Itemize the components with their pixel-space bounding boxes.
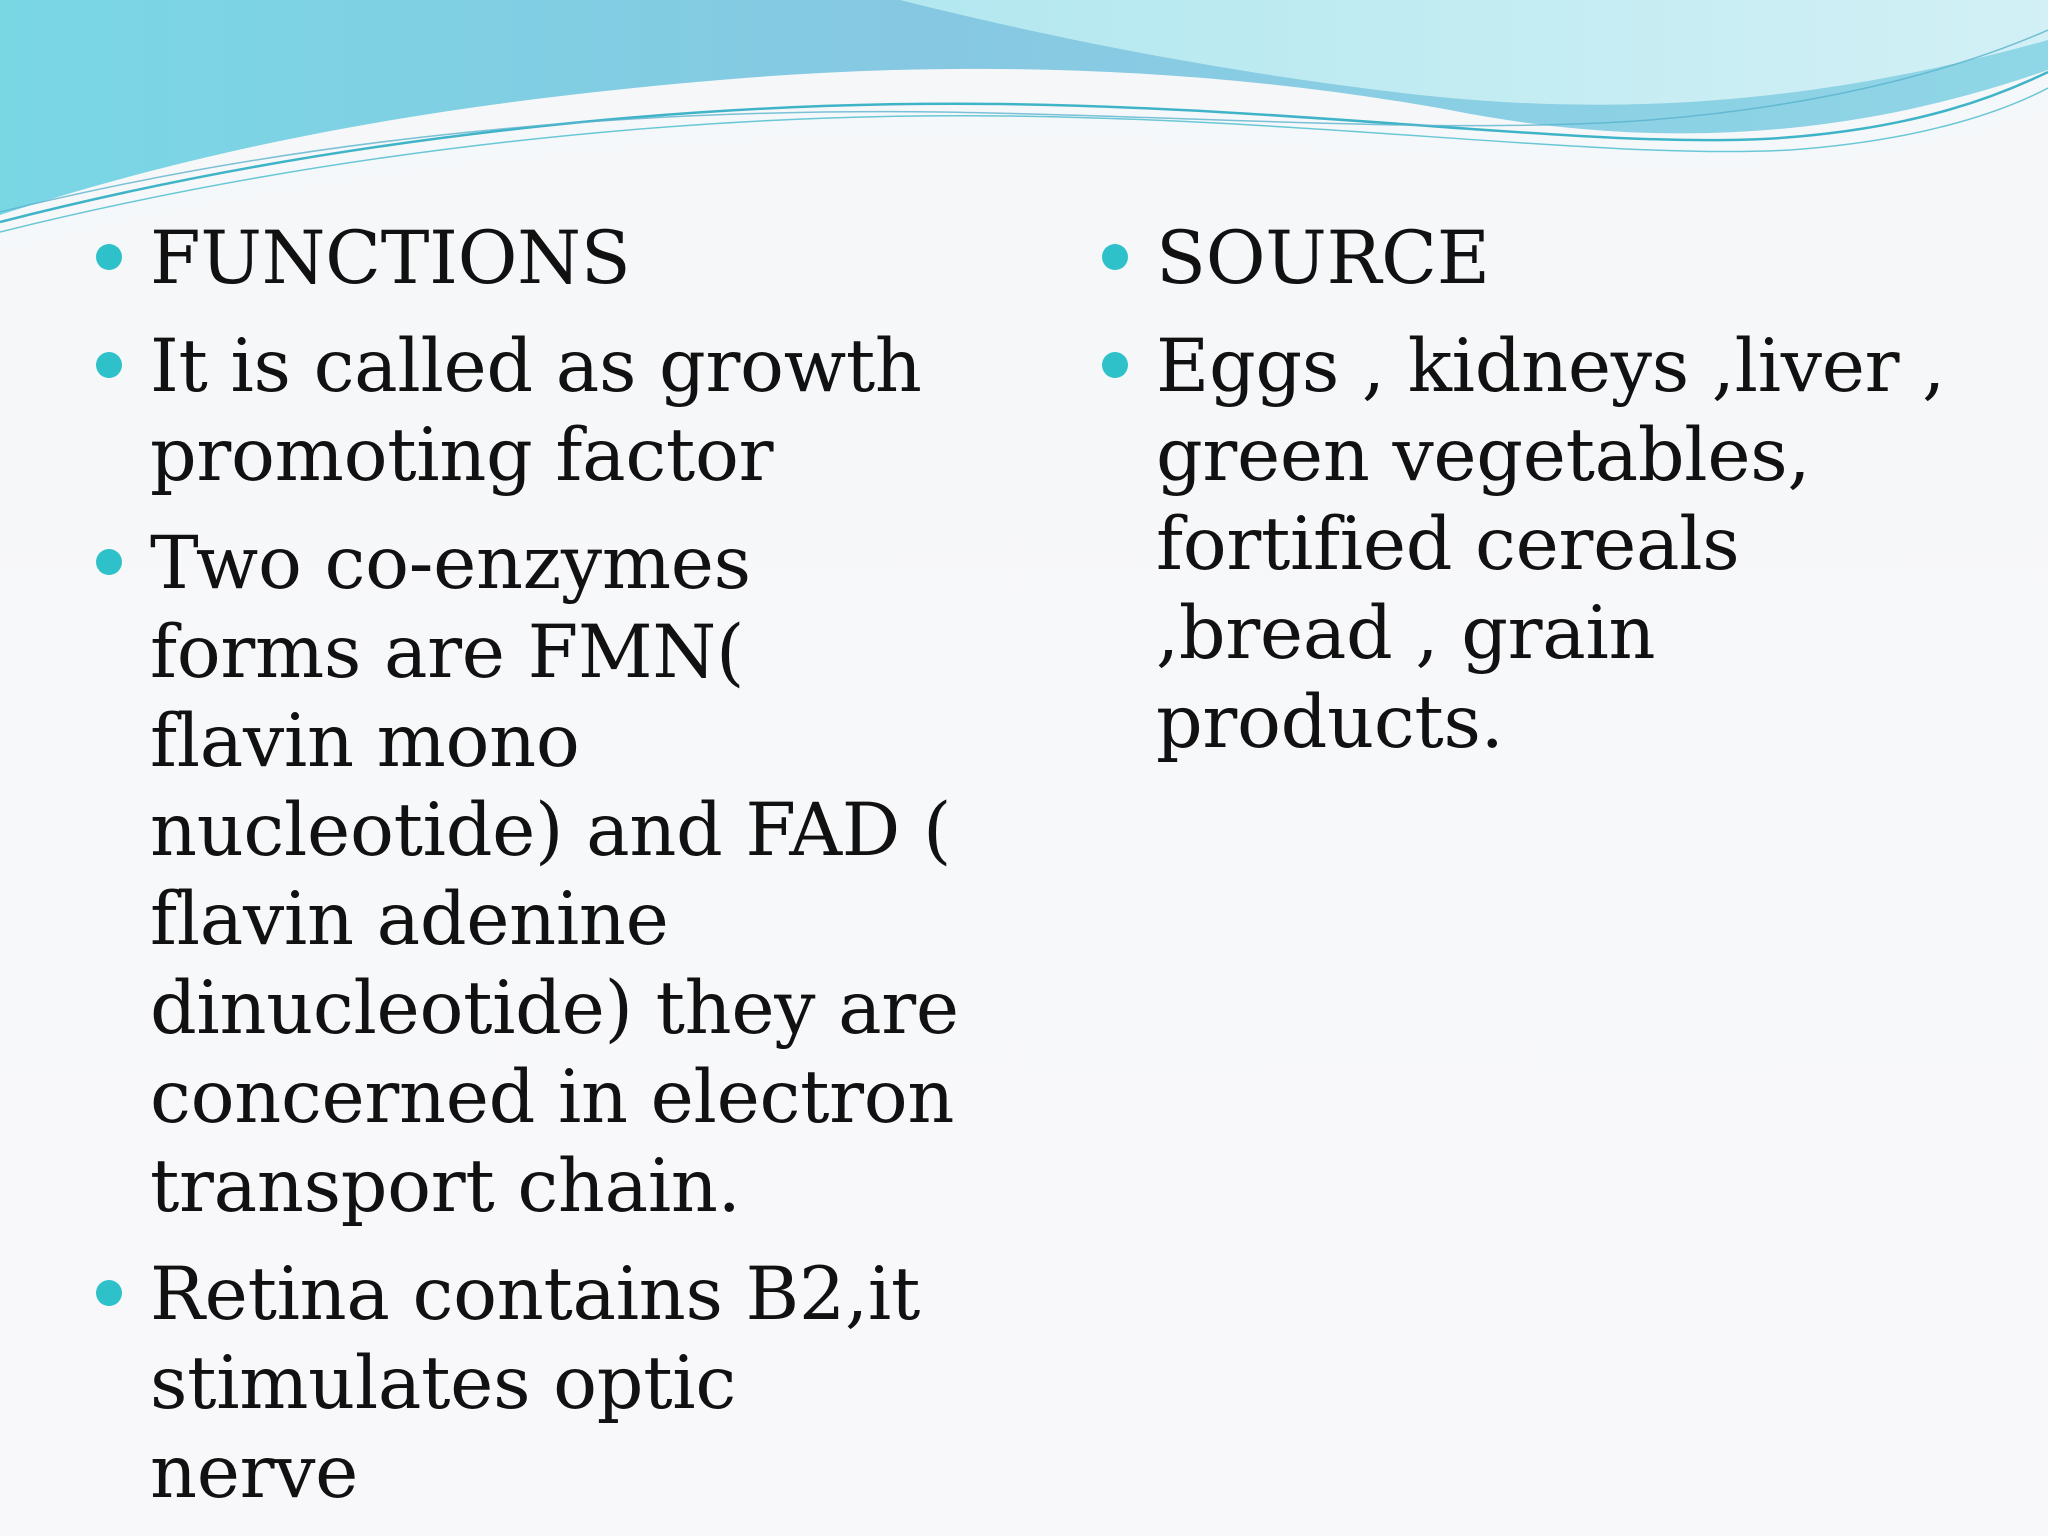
bullet-text: Retina contains B2,it stimulates optic nerve bbox=[150, 1252, 921, 1515]
source-column bbox=[1098, 214, 1958, 786]
bullet-icon bbox=[1102, 244, 1128, 270]
list-item bbox=[92, 1250, 962, 1517]
bullet-text: Two co-enzymes forms are FMN( flavin mono nucleotide) and FAD ( flavin adenine dinucleotide) they are concerned in electron transport chain. bbox=[150, 521, 959, 1229]
bullet-icon bbox=[96, 549, 122, 575]
bullet-icon bbox=[1102, 352, 1128, 378]
list-item bbox=[92, 519, 962, 1231]
list-item bbox=[1098, 322, 1958, 767]
list-item-source-heading bbox=[1098, 214, 1958, 303]
bullet-icon bbox=[96, 352, 122, 378]
functions-list bbox=[92, 214, 962, 1517]
bullet-text: SOURCE bbox=[1156, 216, 1490, 301]
bullet-text: Eggs , kidneys ,liver , green vegetables, fortified cereals ,bread , grain products. bbox=[1156, 324, 1946, 765]
list-item bbox=[92, 322, 962, 500]
bullet-icon bbox=[96, 1280, 122, 1306]
bullet-icon bbox=[96, 244, 122, 270]
bullet-text: FUNCTIONS bbox=[150, 216, 631, 301]
bullet-text: It is called as growth promoting factor bbox=[150, 324, 922, 498]
functions-column bbox=[92, 214, 962, 1536]
source-list bbox=[1098, 214, 1958, 767]
list-item-functions-heading bbox=[92, 214, 962, 303]
